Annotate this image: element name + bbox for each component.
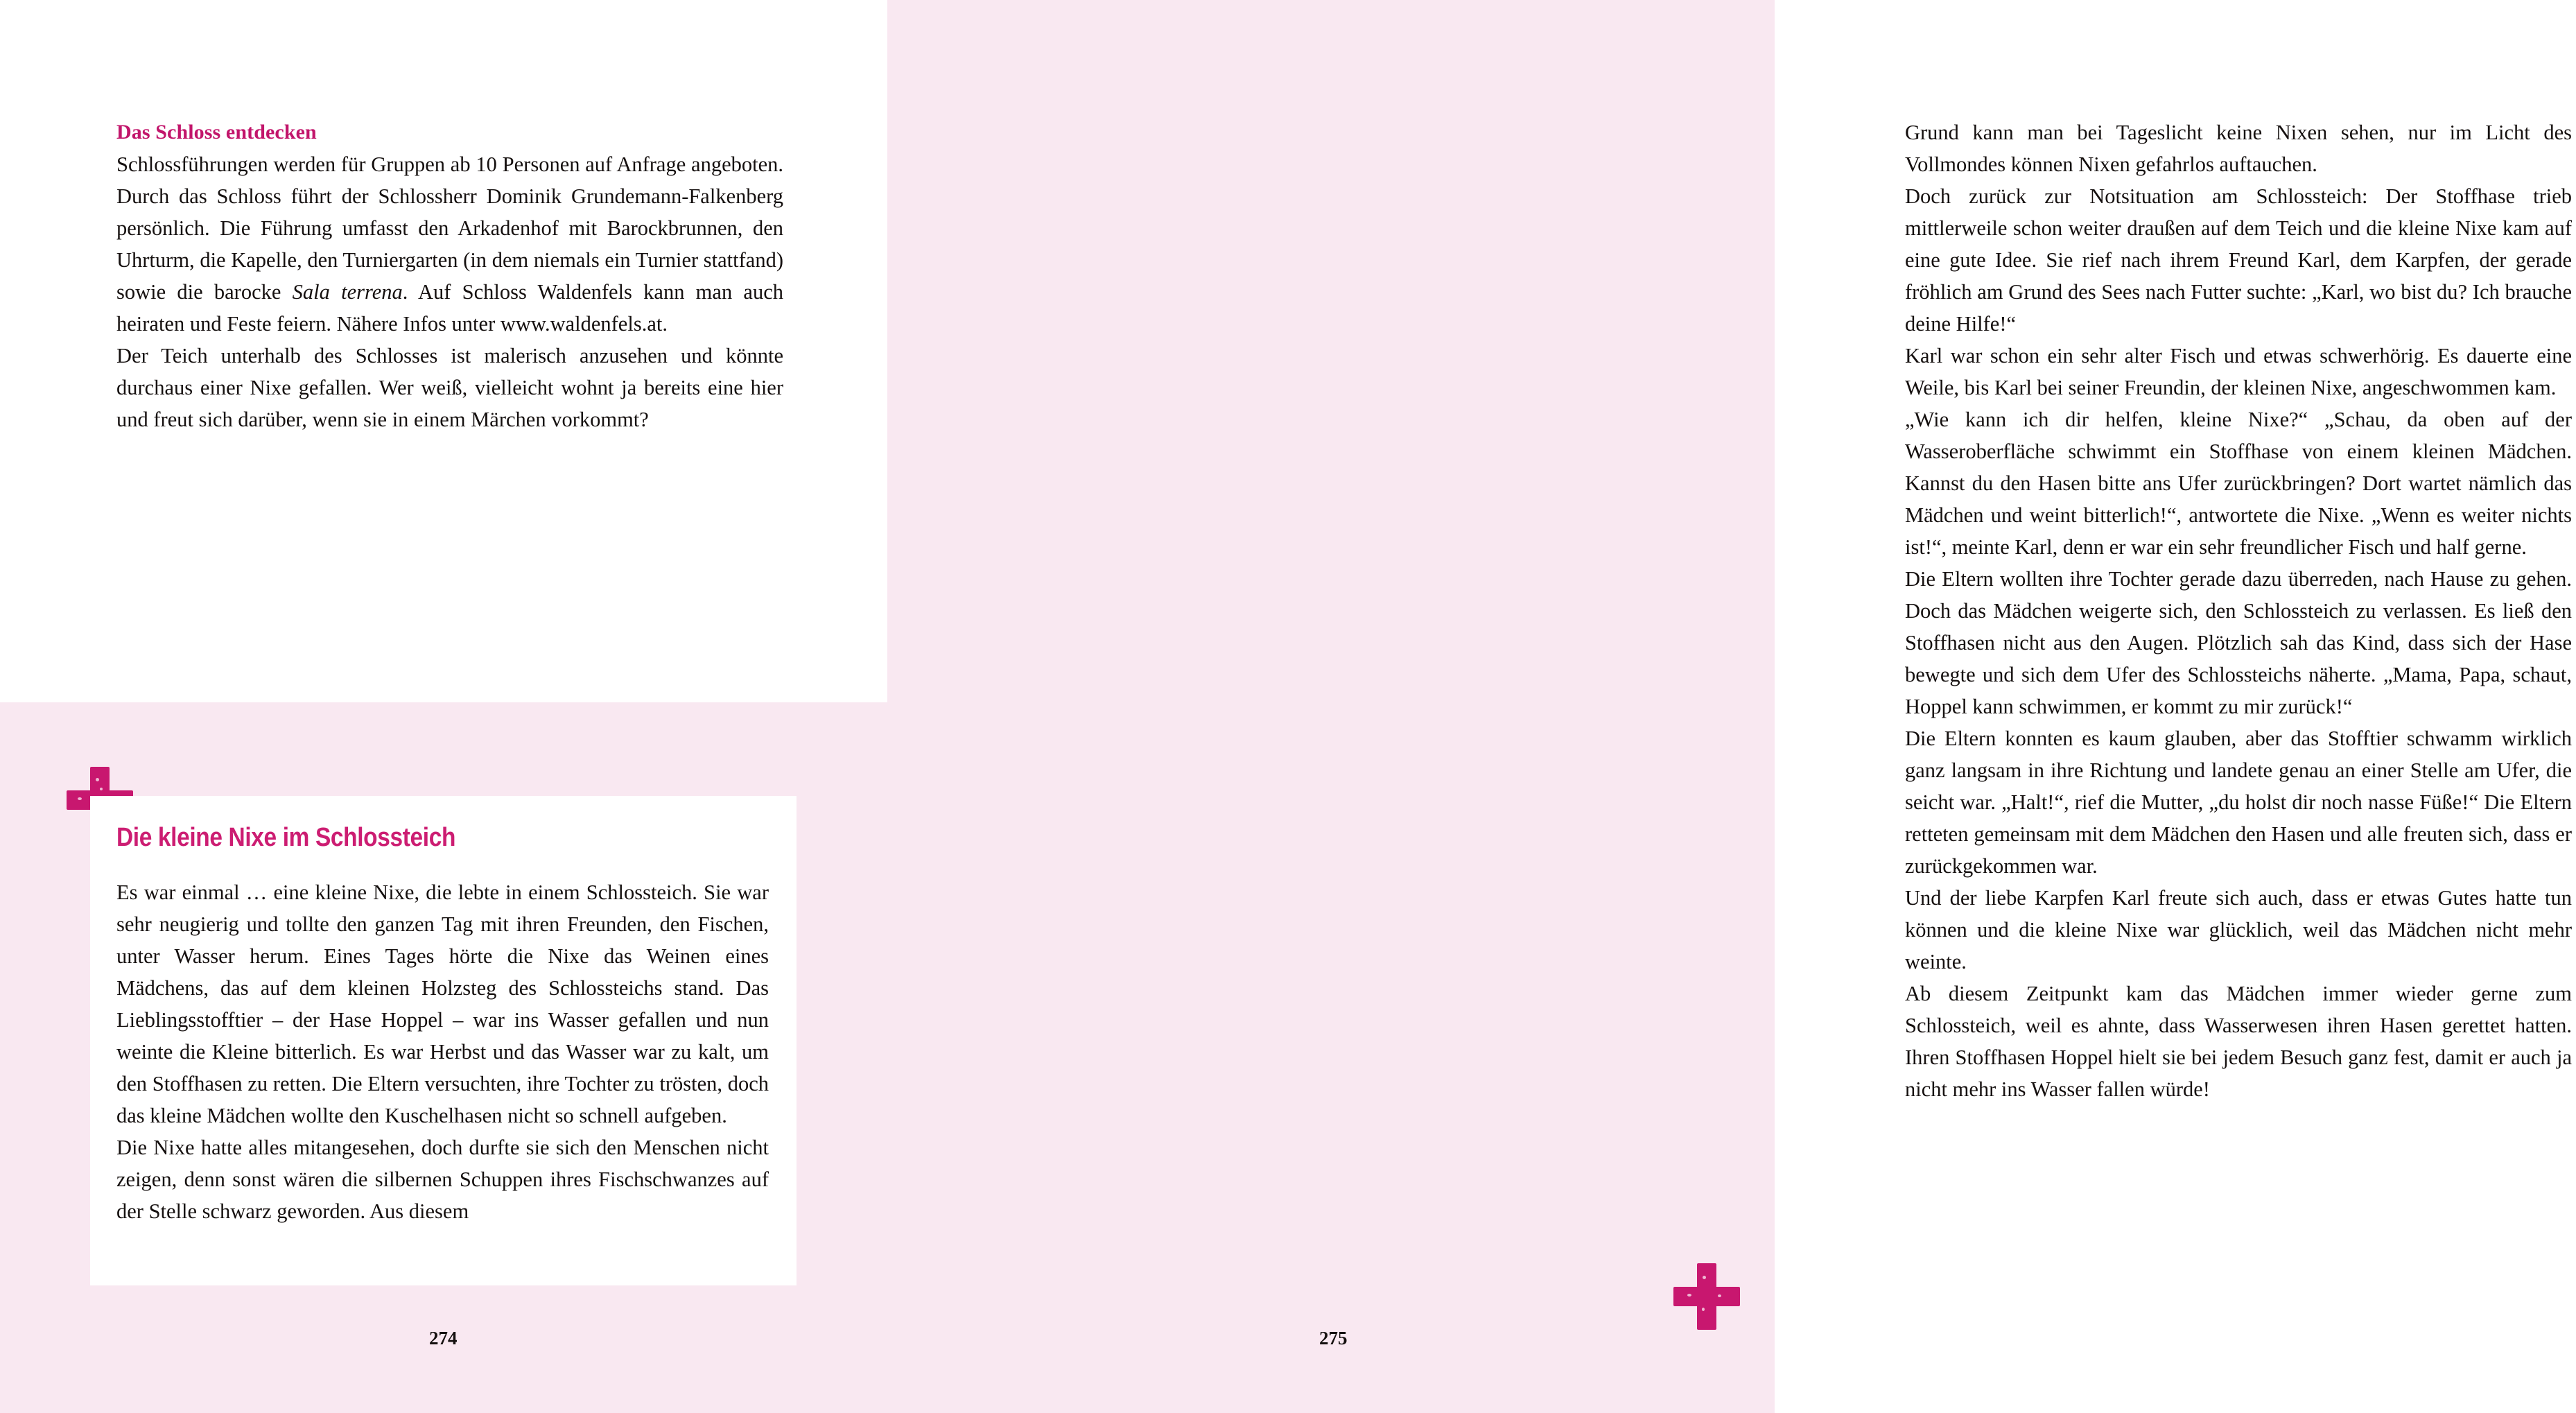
left-paragraph-1-part-b: . Auf Schloss Waldenfels kann man auch heiraten und Feste feiern. Nähere Infos unter www.waldenfels.at. [116, 280, 784, 336]
right-paragraph-8: Ab diesem Zeitpunkt kam das Mädchen immer wieder gerne zum Schlossteich, weil es ahnte, dass Wasserwesen ihren Hasen gerettet hatten. Ihren Stoffhasen Hoppel hielt sie bei jedem Besuch ganz fest, damit er auch ja nicht mehr ins Wasser fallen würde! [1905, 982, 2572, 1101]
right-paragraph-5: Die Eltern wollten ihre Tochter gerade dazu überreden, nach Hause zu gehen. Doch das Mädchen weigerte sich, den Schlossteich zu verlassen. Es ließ den Stoffhasen nicht aus den Augen. Plötzlich sah das Kind, dass sich der Hase bewegte und sich dem Ufer des Schlossteichs näherte. „Mama, Papa, schaut, Hoppel kann schwimmen, er kommt zu mir zurück!“ [1905, 567, 2572, 718]
left-paragraph-1 [116, 148, 783, 340]
story-card [90, 796, 797, 1285]
right-paragraph-6: Die Eltern konnten es kaum glauben, aber das Stofftier schwamm wirklich ganz langsam in ihre Richtung und landete genau an einer Stelle am Ufer, die seicht war. „Halt!“, rief die Mutter, „du holst dir noch nasse Füße!“ Die Eltern retteten gemeinsam mit dem Mädchen den Hasen und alle freuten sich, dass er zurückgekommen war. [1905, 727, 2572, 878]
right-paragraph-7: Und der liebe Karpfen Karl freute sich auch, dass er etwas Gutes hatte tun können und die kleine Nixe war glücklich, weil das Mädchen nicht mehr weinte. [1905, 886, 2572, 973]
plus-stamp-speck [78, 797, 82, 800]
page-right [887, 0, 2572, 1413]
plus-stamp-speck [1687, 1294, 1691, 1297]
left-paragraph-1-italic: Sala terrena [292, 280, 403, 304]
section-kicker: Das Schloss entdecken [116, 121, 317, 144]
left-paragraph-1-part-a: Schlossführungen werden für Gruppen ab 10 Personen auf Anfrage angeboten. Durch das Schloss führt der Schlossherr Dominik Grundemann-Falkenberg persönlich. Die Führung umfasst den Arkadenhof mit Barockbrunnen, den Uhrturm, die Kapelle, den Turniergarten (in dem niemals ein Turnier stattfand) sowie die barocke [116, 153, 783, 304]
plus-stamp-horizontal-bar [1673, 1287, 1740, 1306]
plus-stamp-speck [96, 778, 99, 781]
right-text-card [1868, 92, 2576, 1285]
plus-stamp-speck [1702, 1308, 1705, 1311]
left-paragraph-2: Der Teich unterhalb des Schlosses ist malerisch anzusehen und könnte durchaus einer Nixe gefallen. Wer weiß, vielleicht wohnt ja bereits eine hier und freut sich darüber, wenn sie in einem Märchen vorkommt? [116, 344, 783, 431]
right-paragraph-1: Grund kann man bei Tageslicht keine Nixen sehen, nur im Licht des Vollmondes können Nixen gefahrlos auftauchen. [1905, 121, 2572, 176]
page-number-left: 274 [429, 1328, 458, 1349]
story-title: Die kleine Nixe im Schlossteich [116, 823, 456, 852]
right-paragraph-2: Doch zurück zur Notsituation am Schlossteich: Der Stoffhase trieb mittlerweile schon weiter draußen auf dem Teich und die kleine Nixe kam auf eine gute Idee. Sie rief nach ihrem Freund Karl, dem Karpfen, der gerade fröhlich am Grund des Sees nach Futter suchte: „Karl, wo bist du? Ich brauche deine Hilfe!“ [1905, 184, 2572, 336]
plus-stamp-speck [1703, 1276, 1706, 1279]
right-paragraph-3: Karl war schon ein sehr alter Fisch und etwas schwerhörig. Es dauerte eine Weile, bis Karl bei seiner Freundin, der kleinen Nixe, angeschwommen kam. [1905, 344, 2572, 399]
story-paragraph-1: Es war einmal … eine kleine Nixe, die lebte in einem Schlossteich. Sie war sehr neugierig und tollte den ganzen Tag mit ihren Freunden, den Fischen, unter Wasser herum. Eines Tages hörte die Nixe das Weinen eines Mädchens, das auf dem kleinen Holzsteg des Schlossteichs stand. Das Lieblingsstofftier – der Hase Hoppel – war ins Wasser gefallen und nun weinte die Kleine bitterlich. Es war Herbst und das Wasser war zu kalt, um den Stoffhasen zu retten. Die Eltern versuchten, ihre Tochter zu trösten, doch das kleine Mädchen wollte den Kuschelhasen nicht so schnell aufgeben. [116, 881, 769, 1127]
plus-stamp-speck [100, 788, 103, 790]
right-card-content [1905, 116, 2572, 1105]
page-left [0, 0, 887, 1413]
page-number-right: 275 [1319, 1328, 1348, 1349]
left-top-column [116, 116, 783, 435]
plus-stamp-speck [1718, 1294, 1721, 1297]
right-paragraph-4: „Wie kann ich dir helfen, kleine Nixe?“ „Schau, da oben auf der Wasseroberfläche schwimmt ein Stoffhase von einem kleinen Mädchen. Kannst du den Hasen bitte ans Ufer zurückbringen? Dort wartet nämlich das Mädchen und weint bitterlich!“, antwortete die Nixe. „Wenn es weiter nichts ist!“, meinte Karl, denn er war ein sehr freundlicher Fisch und half gerne. [1905, 408, 2572, 559]
plus-stamp-icon-bottom [1673, 1263, 1740, 1330]
story-card-content [116, 822, 769, 1227]
story-paragraph-2: Die Nixe hatte alles mitangesehen, doch durfte sie sich den Menschen nicht zeigen, denn sonst wären die silbernen Schuppen ihres Fischschwanzes auf der Stelle schwarz geworden. Aus diesem [116, 1136, 769, 1223]
